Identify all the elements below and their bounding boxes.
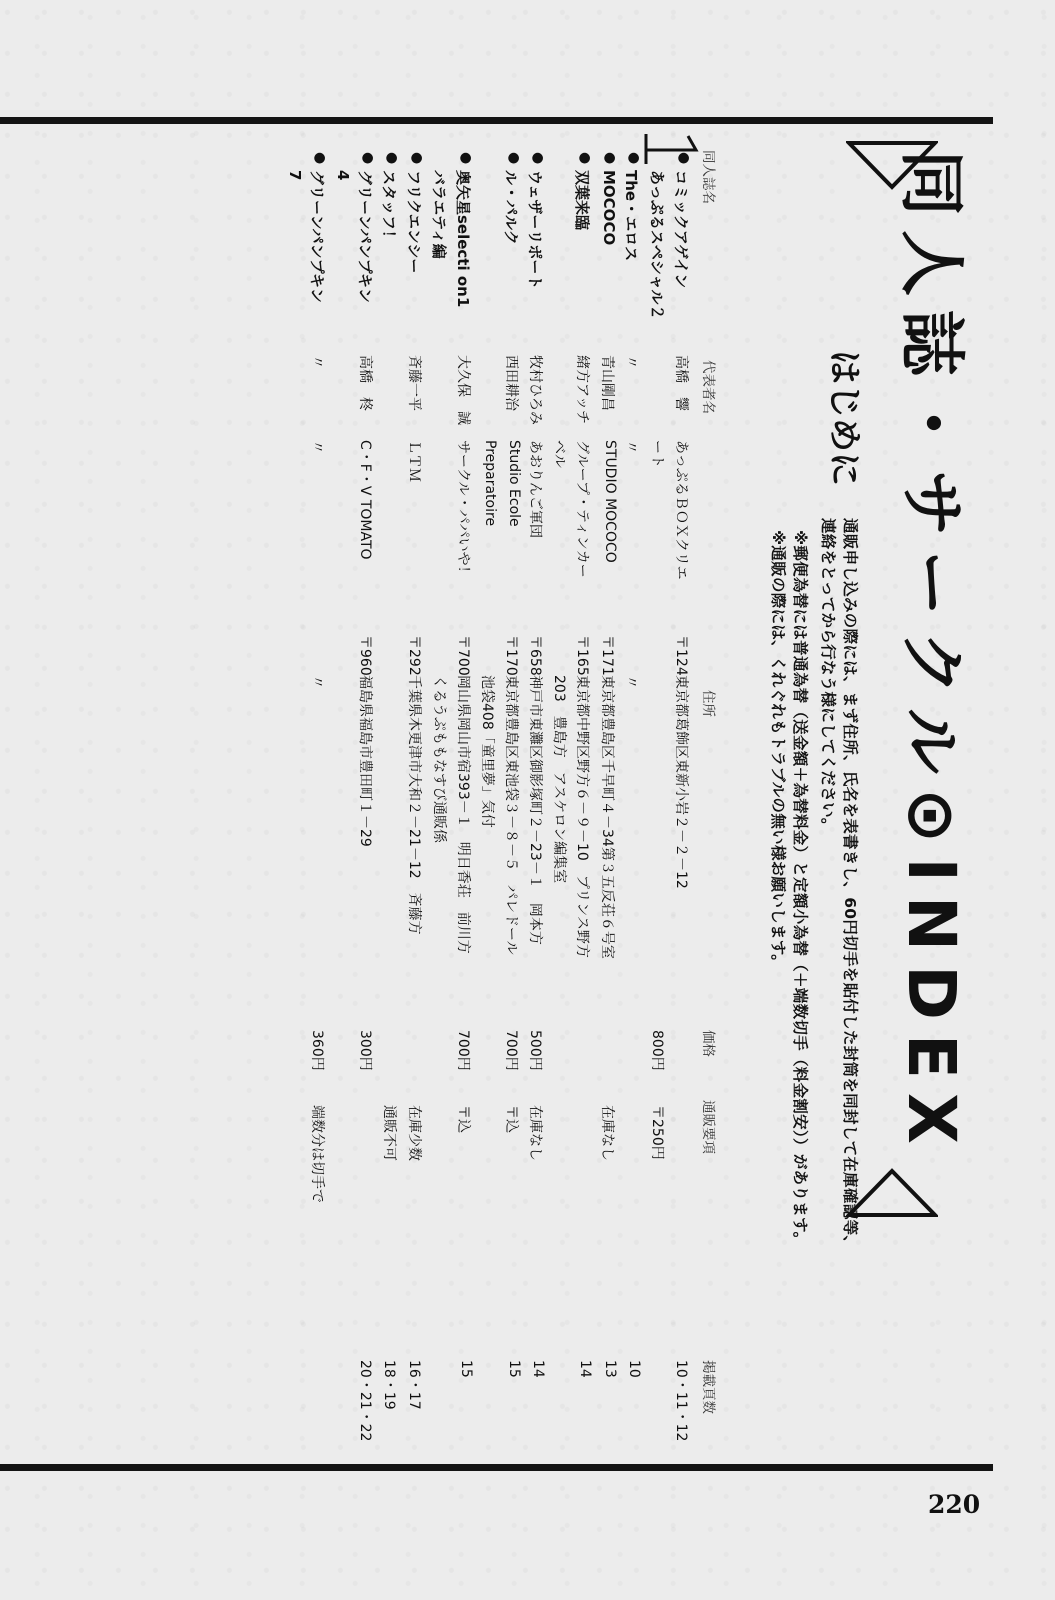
row-3-circle: STUDIO MOCOCO	[602, 440, 618, 563]
row-9-rep: 大久保 誠	[455, 355, 471, 425]
row-2-address: 〃	[623, 675, 639, 689]
row-13-pages: 20・21・22	[357, 1360, 373, 1442]
row-6-mailorder: 在庫なし	[527, 1105, 543, 1161]
row-0-rep: 高橋 響	[673, 355, 689, 411]
row-7-price: 700円	[503, 1030, 519, 1071]
row-2-rep: 〃	[623, 355, 639, 369]
row-3-bullet: ●	[602, 152, 618, 165]
row-11-address: 千葉県木更津市大和２－21－12 斉藤方	[406, 675, 422, 935]
row-3-address: 東京都豊島区千早町４－34第３五反荘６号室	[599, 675, 615, 959]
row-3-mailorder: 在庫なし	[599, 1105, 615, 1161]
row-5-address: 203 豊島方 アスケロン編集室	[551, 675, 567, 884]
row-9-mailorder: 〒込	[455, 1105, 471, 1133]
row-8-address: 池袋408「童里夢」気付	[479, 675, 495, 828]
row-12-name: スタッフ！	[380, 170, 398, 246]
row-15-bullet: ●	[312, 152, 328, 165]
row-2-name: The・エロス	[622, 170, 640, 262]
row-13-rep: 高橋 柊	[357, 355, 373, 411]
row-3-pages: 13	[602, 1360, 618, 1378]
row-9-name: 奥矢星selecti on1	[454, 170, 472, 308]
row-7-rep: 西田耕治	[503, 355, 519, 411]
row-7-address: 東京都豊島区東池袋３－８－５ パレドール	[503, 675, 519, 955]
row-0-zip: 〒124	[673, 635, 689, 676]
intro-heading: はじめに	[824, 350, 864, 486]
row-3-rep: 青山剛昌	[599, 355, 615, 411]
row-13-address: 福島県福島市豊田町１－29	[357, 675, 373, 847]
row-8-circle: Preparatoire	[482, 440, 498, 527]
row-5-circle: ベル	[551, 440, 567, 468]
column-header-mailorder: 通販要項	[700, 1100, 716, 1154]
row-0-bullet: ●	[676, 152, 692, 165]
row-1-circle: ート	[649, 440, 665, 468]
row-6-circle: あおりんご軍団	[527, 440, 543, 538]
row-9-price: 700円	[455, 1030, 471, 1071]
row-6-address: 神戸市東灘区御影塚町２－23－１ 岡本方	[527, 675, 543, 945]
intro-line-1: 通販申し込みの際には、まず住所、氏名を表書きし、60円切手を貼付した封筒を同封して在庫確認等、	[841, 518, 859, 1252]
column-header-address: 住所	[700, 690, 716, 717]
row-3-zip: 〒171	[599, 635, 615, 676]
page-title: 同人誌・サークル⊙INDEX	[893, 150, 971, 1158]
title-row	[886, 140, 990, 1168]
row-4-circle: グループ・ティンカー	[574, 440, 590, 578]
row-2-circle: 〃	[623, 440, 639, 454]
row-4-rep: 緒方アッチ	[574, 355, 590, 425]
row-15-price: 360円	[309, 1030, 325, 1071]
row-2-bullet: ●	[626, 152, 642, 165]
row-4-pages: 14	[577, 1360, 593, 1378]
row-1-mailorder: 〒250円	[649, 1105, 665, 1160]
row-7-zip: 〒170	[503, 635, 519, 676]
row-11-pages: 16・17	[406, 1360, 422, 1410]
row-6-zip: 〒658	[527, 635, 543, 676]
note-postal-order: ※郵便為替には普通為替（送金額＋為替料金）と定額小為替（＋端数切手（料金割安））があります。	[791, 530, 809, 1248]
row-9-pages: 15	[458, 1360, 474, 1378]
row-0-name: コミックアゲイン	[672, 170, 690, 289]
row-7-bullet: ●	[506, 152, 522, 165]
row-12-pages: 18・19	[381, 1360, 397, 1410]
column-header-pages: 掲載頁数	[700, 1360, 716, 1414]
row-13-name: グリーンパンプキン	[356, 170, 374, 303]
column-header-name: 同人誌名	[700, 150, 716, 204]
row-15-name: グリーンパンプキン	[308, 170, 326, 303]
index-page-content	[120, 130, 990, 1460]
top-rule	[0, 117, 993, 124]
row-11-bullet: ●	[409, 152, 425, 165]
row-6-price: 500円	[527, 1030, 543, 1071]
row-7-mailorder: 〒込	[503, 1105, 519, 1133]
intro-line-2: 連絡をとってから行なう様にしてください。	[819, 518, 837, 834]
row-9-zip: 〒700	[455, 635, 471, 676]
row-6-name: ウェザーリポート	[526, 170, 544, 290]
row-0-address: 東京都葛飾区東新小岩２－２－12	[673, 675, 689, 889]
row-4-address: 東京都中野区野方６－９－10 プリンス野方	[574, 675, 590, 958]
row-7-circle: Studio Ecole	[506, 440, 522, 527]
column-header-price: 価格	[700, 1030, 716, 1057]
row-13-circle: C・F・V TOMATO	[357, 440, 373, 560]
note-mailorder: ※通販の際には、くれぐれもトラブルの無い様お願いします。	[769, 530, 787, 971]
row-15-circle: 〃	[309, 440, 325, 454]
row-9-circle: サークル・パパいや！	[455, 440, 471, 580]
row-15-mailorder: 端数分は切手で	[309, 1105, 325, 1203]
row-6-bullet: ●	[530, 152, 546, 165]
bottom-rule	[0, 1464, 993, 1471]
row-13-price: 300円	[357, 1030, 373, 1071]
row-14-name: 4	[334, 170, 352, 181]
row-11-circle: ＬＴＭ	[406, 440, 422, 482]
row-9-address: 岡山県岡山市宿393－１ 明日香荘 前川方	[455, 675, 471, 954]
row-10-name: バラエティ編	[430, 170, 448, 259]
row-4-name: 双葉来臨	[573, 170, 591, 231]
row-11-mailorder: 在庫少数	[406, 1105, 422, 1161]
row-11-name: フリクエンシー	[405, 170, 423, 274]
row-13-zip: 〒960	[357, 635, 373, 676]
row-16-name: 7	[286, 170, 304, 181]
row-11-zip: 〒292	[406, 635, 422, 676]
row-3-name: MOCOCO	[600, 170, 618, 246]
row-1-name: あっぷるスペシャル２	[648, 170, 666, 320]
row-4-zip: 〒165	[574, 635, 590, 676]
row-4-bullet: ●	[577, 152, 593, 165]
row-6-rep: 牧村ひろみ	[527, 355, 543, 425]
row-11-rep: 斉藤一平	[406, 355, 422, 411]
row-0-circle: あっぷるＢＯＸクリエ	[673, 440, 689, 580]
row-12-bullet: ●	[384, 152, 400, 165]
row-9-bullet: ●	[458, 152, 474, 165]
row-2-pages: 10	[626, 1360, 642, 1378]
page-number: 220	[928, 1490, 981, 1519]
row-13-bullet: ●	[360, 152, 376, 165]
row-1-price: 800円	[649, 1030, 665, 1071]
row-6-pages: 14	[530, 1360, 546, 1378]
column-header-rep: 代表者名	[700, 360, 716, 414]
row-10-address: くるうぷももなすび通販係	[431, 675, 447, 843]
row-15-rep: 〃	[309, 355, 325, 369]
row-7-name: ル・パルク	[502, 170, 520, 245]
row-7-pages: 15	[506, 1360, 522, 1378]
row-15-address: 〃	[309, 675, 325, 689]
row-12-mailorder: 通販不可	[381, 1105, 397, 1161]
row-0-pages: 10・11・12	[673, 1360, 689, 1442]
